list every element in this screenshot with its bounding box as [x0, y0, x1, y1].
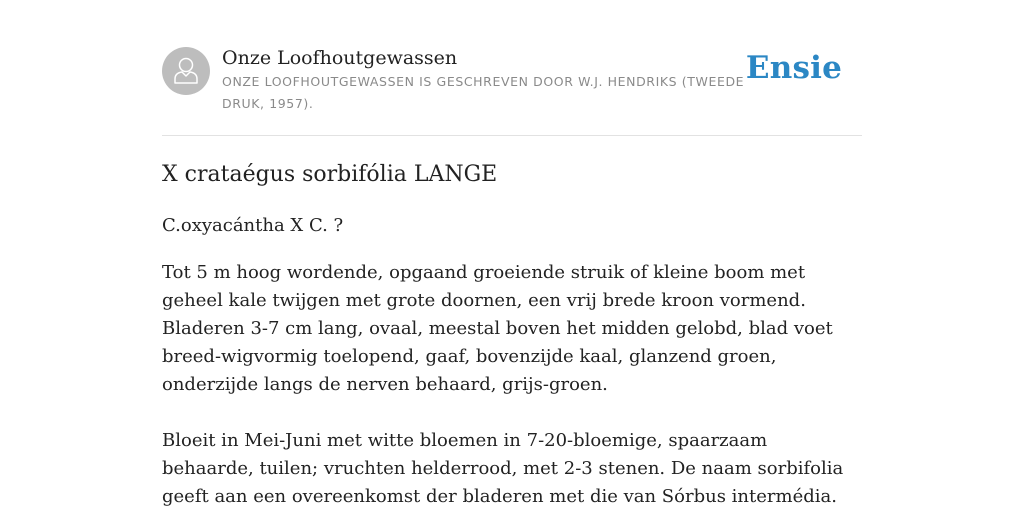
ensie-logo[interactable]: Ensie [745, 50, 842, 86]
source-title[interactable]: Onze Loofhoutgewassen [222, 47, 458, 69]
entry-synonym: C.oxyacántha X C. ? [162, 215, 344, 236]
entry-title: X crataégus sorbifólia LANGE [162, 162, 498, 187]
entry-body [162, 212, 862, 511]
source-subtitle: ONZE LOOFHOUTGEWASSEN IS GESCHREVEN DOOR W.J. HENDRIKS (TWEEDE DRUK, 1957). [222, 74, 745, 111]
page [162, 0, 862, 507]
entry-paragraph-flowering: Bloeit in Mei-Juni met witte bloemen in 7-20-bloemige, spaarzaam behaarde, tuilen; vruchten helderrood, met 2-3 stenen. De naam sorbifolia geeft aan een overeenkomst der bladeren met die van Sórbus intermédia. [162, 430, 844, 507]
entry-paragraph-description: Tot 5 m hoog wordende, opgaand groeiende struik of kleine boom met geheel kale twijgen met grote doornen, een vrij brede kroon vormend. Bladeren 3-7 cm lang, ovaal, meestal boven het midden gelobd, blad voet breed-wigvormig toelopend, gaaf, bovenzijde kaal, glanzend groen, onderzijde langs de nerven behaard, grijs-groen. [162, 262, 833, 395]
author-avatar[interactable] [162, 47, 210, 95]
user-icon [173, 56, 199, 86]
source-header [162, 0, 862, 136]
source-info [222, 45, 762, 115]
